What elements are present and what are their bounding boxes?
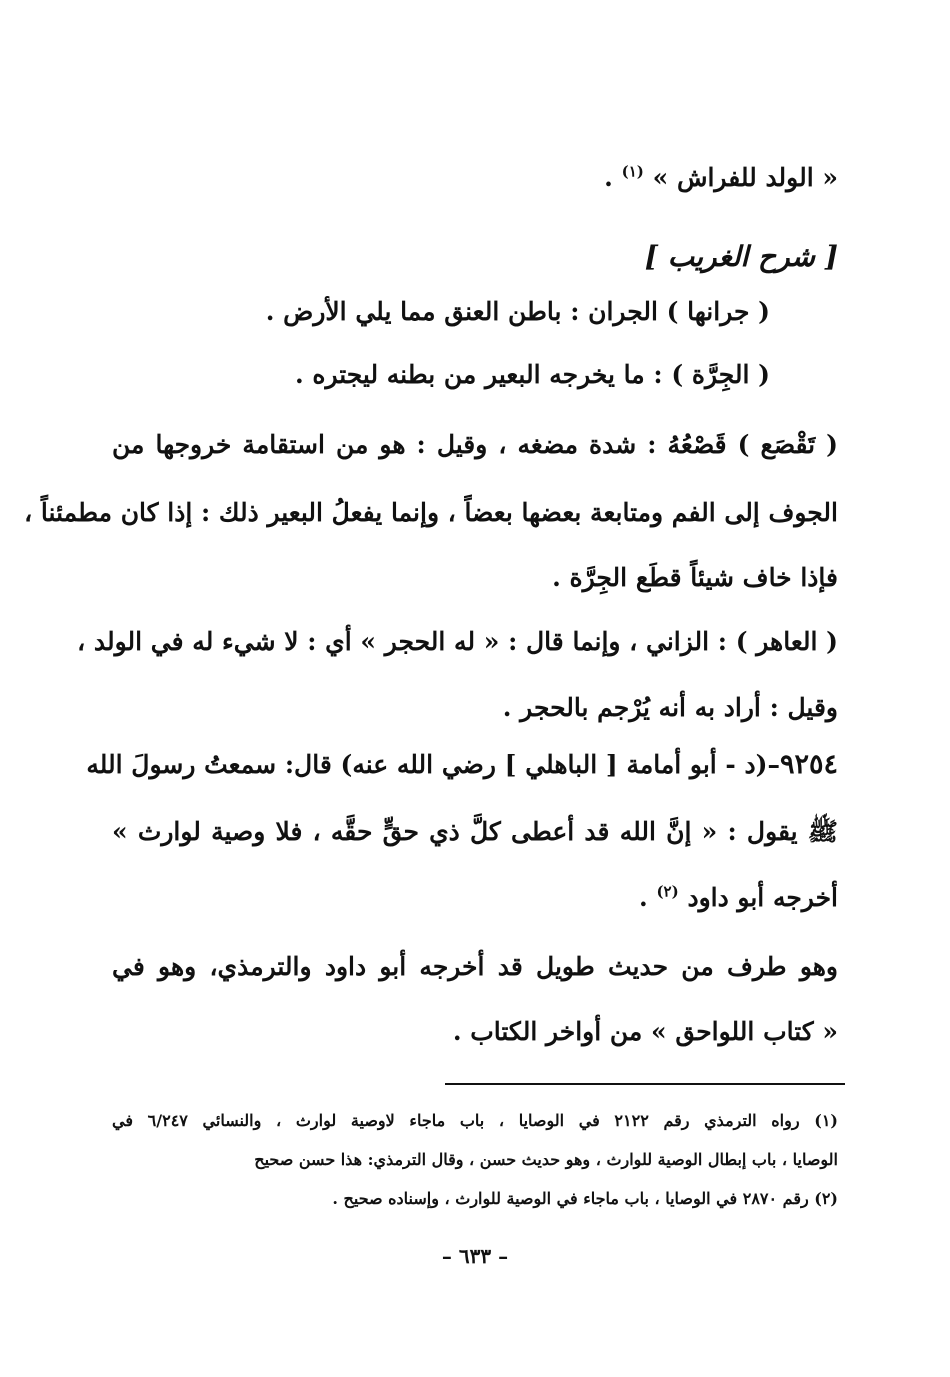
gloss-taqsa-line-3: فإذا خاف شيئاً قطَع الجِرَّة . xyxy=(552,563,838,592)
gloss-taqsa-line-1: ( تَقْصَع ) قَصْعُهُ : شدة مضغه ، وقيل : هو من استقامة خروجها من xyxy=(112,430,838,459)
hadith-ending-text: « الولد للفراش » xyxy=(652,163,838,192)
gloss-jirra: ( الجِرَّة ) : ما يخرجه البعير من بطنه ليجتره . xyxy=(294,360,770,389)
page-number: – ٦٣٣ – xyxy=(441,1244,509,1268)
gloss-taqsa-line-2: الجوف إلى الفم ومتابعة بعضها بعضاً ، وإنما يفعلُ البعير ذلك : إذا كان مطمئناً ، xyxy=(24,498,838,527)
hadith-source-text: أخرجه أبو داود xyxy=(687,883,838,912)
gloss-aahir-line-1: ( العاهر ) : الزاني ، وإنما قال : « له الحجر » أي : لا شيء له في الولد ، xyxy=(77,627,838,656)
hadith-source-period: . xyxy=(639,883,648,912)
gloss-aahir-line-2: وقيل : أراد به أنه يُرْجم بالحجر . xyxy=(502,693,838,722)
section-heading: [ شرح الغريب ] xyxy=(644,240,838,273)
hadith-line-1 xyxy=(86,745,838,785)
note-line-1: وهو طرف من حديث طويل قد أخرجه أبو داود والترمذي، وهو في xyxy=(112,952,838,981)
footnote-marker-2: (٢) xyxy=(656,882,679,901)
hadith-ending-line xyxy=(604,158,838,198)
note-line-2: « كتاب اللواحق » من أواخر الكتاب . xyxy=(452,1017,838,1046)
hadith-number: ٩٢٥٤ xyxy=(779,749,838,780)
hadith-isnad: –(د - أبو أمامة [ الباهلي ] رضي الله عنه) قال: سمعتُ رسولَ الله xyxy=(86,750,780,779)
footnote-1-line-1: (١) رواه الترمذي رقم ٢١٢٢ في الوصايا ، باب ماجاء لاوصية لوارث ، والنسائي ٦/٢٤٧ في xyxy=(112,1111,838,1130)
hadith-line-2: ﷺ يقول : « إنَّ الله قد أعطى كلَّ ذي حقٍّ حقَّه ، فلا وصية لوارث » xyxy=(112,817,838,846)
gloss-jiran: ( جرانها ) الجران : باطن العنق مما يلي الأرض . xyxy=(265,297,770,326)
hadith-source-line xyxy=(639,878,838,918)
footnote-2: (٢) رقم ٢٨٧٠ في الوصايا ، باب ماجاء في الوصية للوارث ، وإسناده صحيح . xyxy=(332,1189,838,1208)
footnote-separator xyxy=(445,1083,845,1085)
footnote-marker-1: (١) xyxy=(621,162,644,181)
hadith-ending-period: . xyxy=(604,163,613,192)
footnote-1-line-2: الوصايا ، باب إبطال الوصية للوارث ، وهو حديث حسن ، وقال الترمذي: هذا حسن صحيح xyxy=(254,1150,838,1169)
